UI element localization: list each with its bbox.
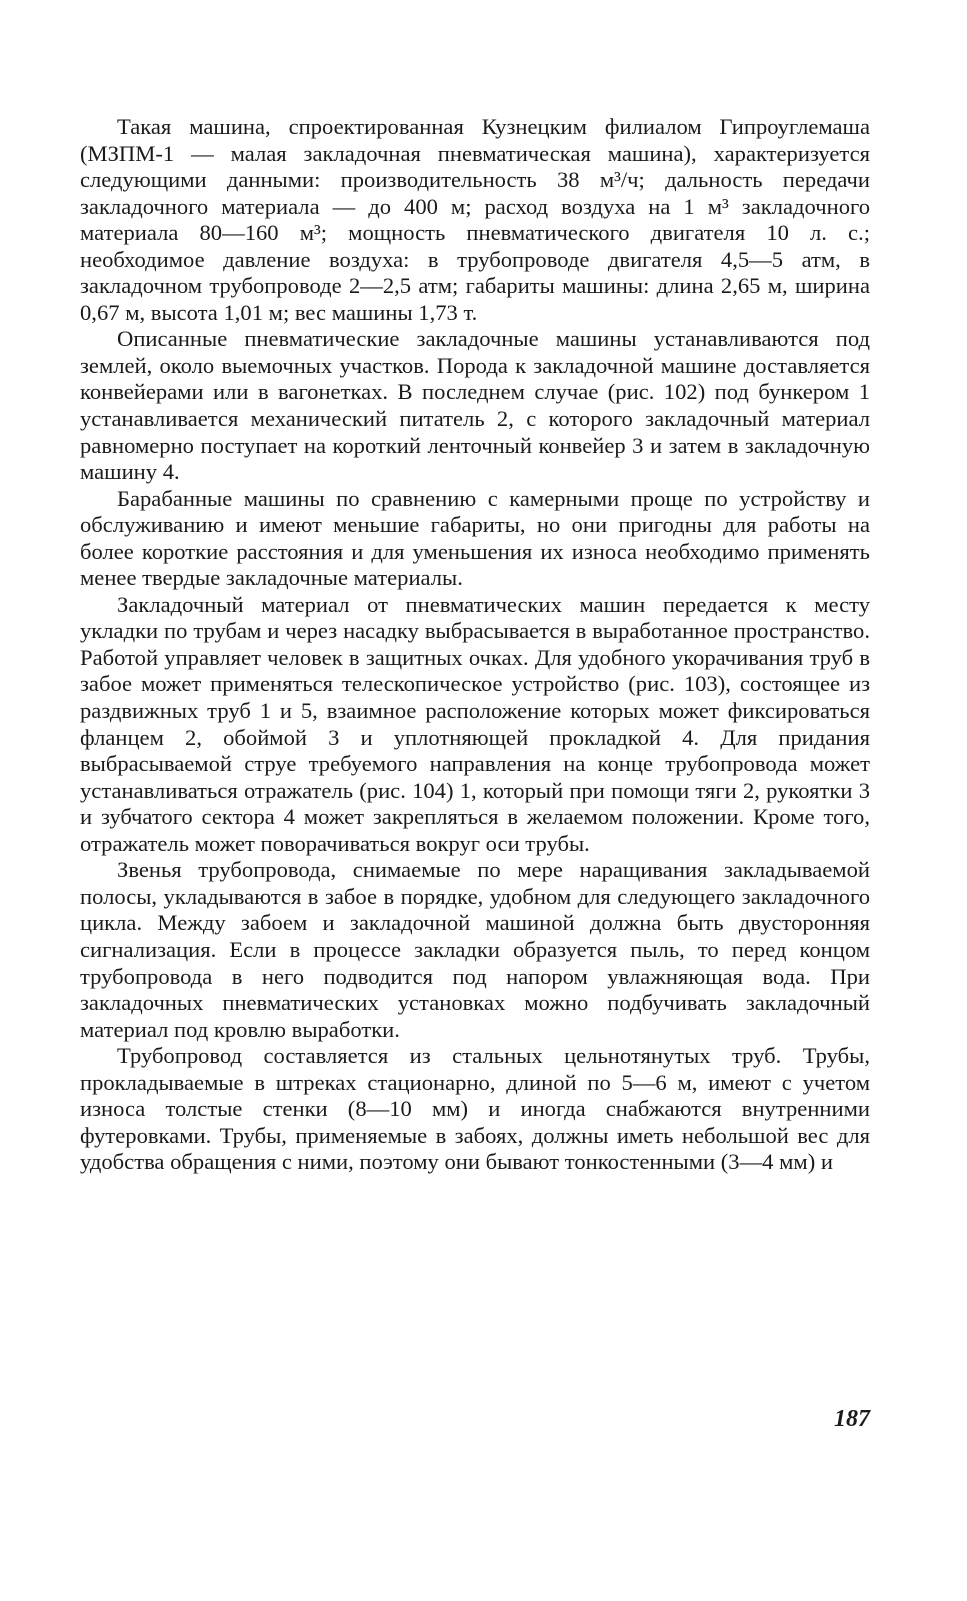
page-number: 187 xyxy=(834,1406,870,1432)
paragraph-machine-installation: Описанные пневматические закладочные машины устанавливаются под землей, около выемочных участков. Порода к закладочной машине доставляется конвейерами или в вагонетках. В последнем случае (рис. 102) под бункером 1 устанавливается механический питатель 2, с которого закладочный материал равномерно поступает на короткий ленточный конвейер 3 и затем в закладочную машину 4. xyxy=(80,326,870,485)
page-body xyxy=(80,114,870,1176)
paragraph-pipeline-sections: Звенья трубопровода, снимаемые по мере наращивания закладываемой полосы, укладываются в забое в порядке, удобном для следующего закладочного цикла. Между забоем и закладочной машиной должна быть двусторонняя сигнализация. Если в процессе закладки образуется пыль, то перед концом трубопровода в него подводится под напором увлажняющая вода. При закладочных пневматических установках можно подбучивать закладочный материал под кровлю выработки. xyxy=(80,857,870,1042)
paragraph-material-delivery: Закладочный материал от пневматических машин передается к месту укладки по трубам и через насадку выбрасывается в выработанное пространство. Работой управляет человек в защитных очках. Для удобного укорачивания труб в забое может применяться телескопическое устройство (рис. 103), состоящее из раздвижных труб 1 и 5, взаимное расположение которых может фиксироваться фланцем 2, обоймой 3 и уплотняющей прокладкой 4. Для придания выбрасываемой струе требуемого направления на конце трубопровода может устанавливаться отражатель (рис. 104) 1, который при помощи тяги 2, рукоятки 3 и зубчатого сектора 4 может закрепляться в желаемом положении. Кроме того, отражатель может поворачиваться вокруг оси трубы. xyxy=(80,591,870,856)
paragraph-drum-machines: Барабанные машины по сравнению с камерными проще по устройству и обслуживанию и имеют меньшие габариты, но они пригодны для работы на более короткие расстояния и для уменьшения их износа необходимо применять менее твердые закладочные материалы. xyxy=(80,485,870,591)
paragraph-pipeline-composition: Трубопровод составляется из стальных цельнотянутых труб. Трубы, прокладываемые в штреках стационарно, длиной по 5—6 м, имеют с учетом износа толстые стенки (8—10 мм) и иногда снабжаются внутренними футеровками. Трубы, применяемые в забоях, должны иметь небольшой вес для удобства обращения с ними, поэтому они бывают тонкостенными (3—4 мм) и xyxy=(80,1043,870,1175)
paragraph-machine-specs: Такая машина, спроектированная Кузнецким филиалом Гипроуглемаша (МЗПМ-1 — малая закладочная пневматическая машина), характеризуется следующими данными: производительность 38 м³/ч; дальность передачи закладочного материала — до 400 м; расход воздуха на 1 м³ закладочного материала 80—160 м³; мощность пневматического двигателя 10 л. с.; необходимое давление воздуха: в трубопроводе двигателя 4,5—5 атм, в закладочном трубопроводе 2—2,5 атм; габариты машины: длина 2,65 м, ширина 0,67 м, высота 1,01 м; вес машины 1,73 т. xyxy=(80,114,870,325)
